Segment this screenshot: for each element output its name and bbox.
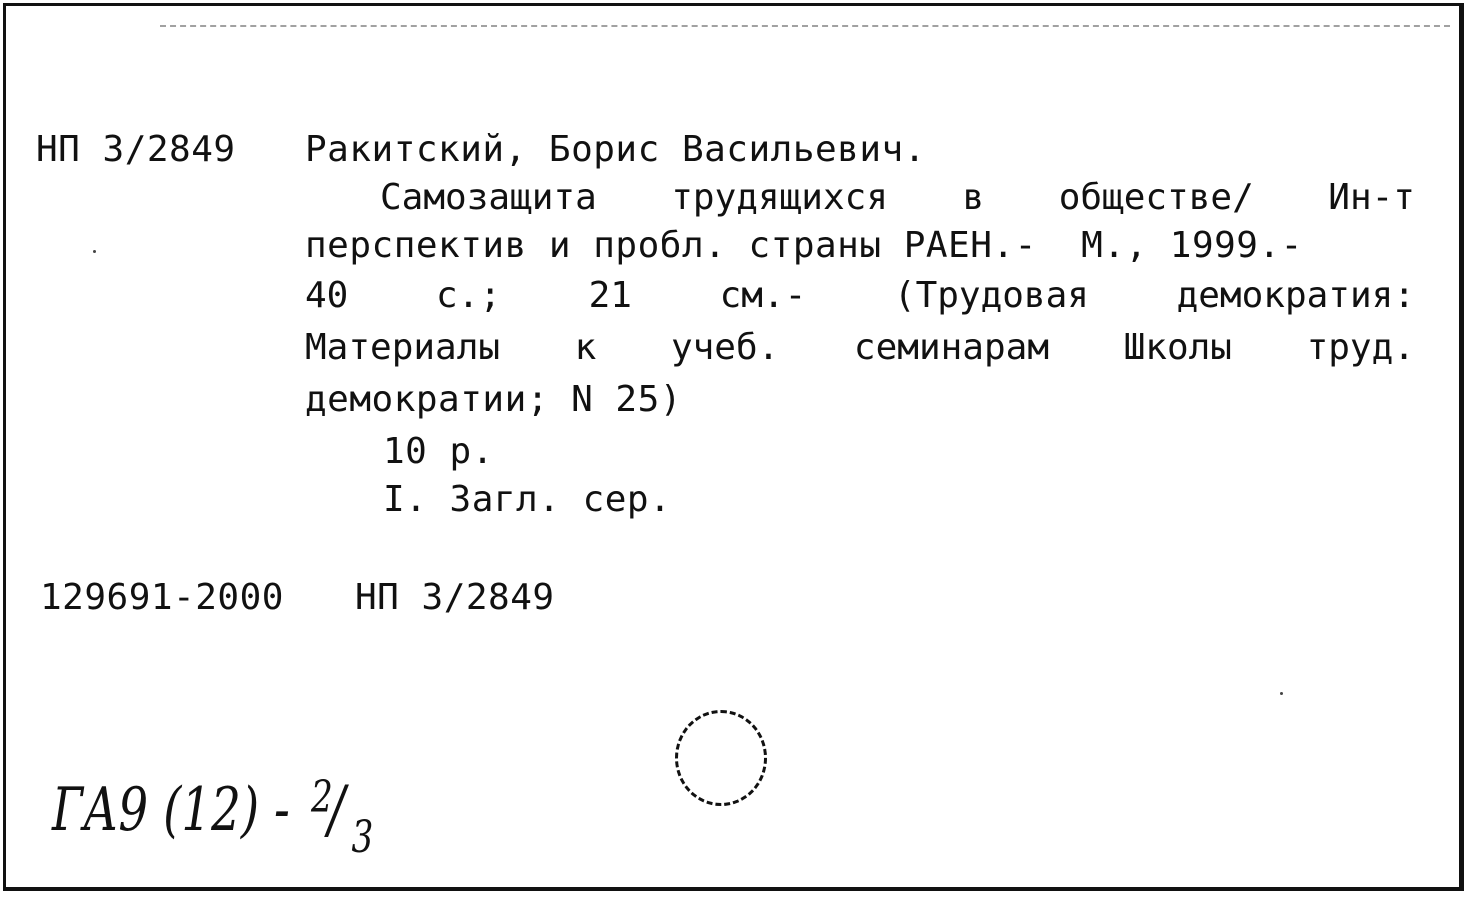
- collation-word: 40: [305, 275, 349, 316]
- handwritten-classification: [52, 772, 375, 863]
- speck: [1280, 692, 1283, 695]
- collation-line: [305, 276, 1415, 316]
- series-word: труд.: [1306, 327, 1415, 368]
- title-word: Самозащита: [380, 177, 597, 218]
- series-line: [305, 328, 1415, 368]
- collation-word: (Трудовая: [893, 275, 1089, 316]
- registration-number: 129691-2000: [40, 577, 284, 618]
- series-word: Материалы: [305, 327, 501, 368]
- collation-word: см.-: [719, 275, 807, 316]
- top-edge-dots: [160, 25, 1450, 31]
- fraction-numerator: 2: [310, 772, 333, 823]
- speck: [93, 250, 96, 253]
- tracing: I. Загл. сер.: [383, 479, 672, 520]
- price: 10 р.: [383, 431, 494, 472]
- series-word: Школы: [1123, 327, 1232, 368]
- title-word: в: [962, 177, 985, 218]
- collation-word: 21: [588, 275, 632, 316]
- title-word: Ин-т: [1328, 177, 1415, 218]
- collation-word: демократия:: [1176, 275, 1415, 316]
- author-heading: Ракитский, Борис Васильевич.: [305, 129, 926, 170]
- title-word: трудящихся: [671, 177, 888, 218]
- imprint-line: перспектив и пробл. страны РАЕН.- М., 1999.-: [305, 225, 1303, 266]
- series-word: семинарам: [853, 327, 1049, 368]
- fraction-denominator: 3: [351, 812, 374, 863]
- card-punch-hole: [675, 710, 767, 806]
- shelfmark-bottom: НП 3/2849: [355, 577, 555, 618]
- collation-word: с.;: [435, 275, 501, 316]
- title-line: [380, 178, 1415, 218]
- handwritten-fraction: [305, 772, 375, 863]
- shelfmark: НП 3/2849: [36, 129, 236, 170]
- handwritten-prefix: ГА9 (12) -: [52, 775, 290, 845]
- fraction-slash: /: [328, 773, 345, 847]
- series-word: к: [574, 327, 597, 368]
- series-end-line: демократии; N 25): [305, 379, 682, 420]
- title-word: обществе/: [1058, 177, 1254, 218]
- series-word: учеб.: [670, 327, 780, 368]
